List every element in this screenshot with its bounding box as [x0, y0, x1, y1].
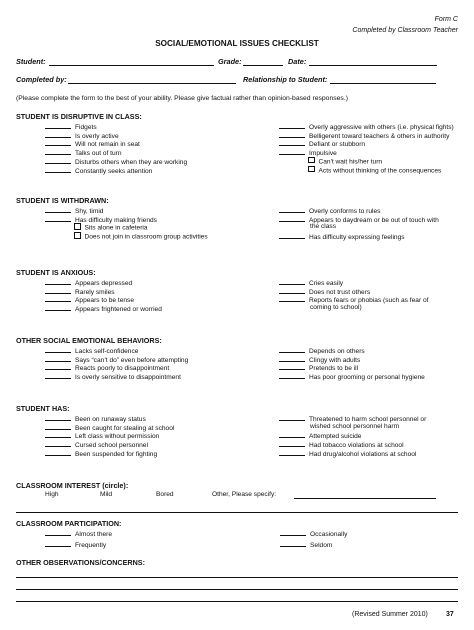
checklist-item-label: coming to school): [310, 304, 362, 312]
interest-other-field[interactable]: [294, 498, 436, 499]
checkbox-blank[interactable]: [45, 278, 71, 285]
checkbox-blank[interactable]: [45, 440, 71, 447]
checkbox-blank[interactable]: [279, 414, 305, 421]
checkbox-blank[interactable]: [279, 449, 305, 456]
checklist-item-label: wished school personnel harm: [310, 422, 400, 430]
checkbox-blank[interactable]: [279, 206, 305, 213]
interest-line[interactable]: [16, 512, 458, 513]
checklist-item-label: Has poor grooming or personal hygiene: [309, 374, 425, 382]
page-title: SOCIAL/EMOTIONAL ISSUES CHECKLIST: [155, 39, 319, 48]
checkbox-blank[interactable]: [45, 131, 71, 138]
checkbox-blank[interactable]: [45, 423, 71, 430]
checkbox-blank[interactable]: [45, 295, 71, 302]
checkbox-icon[interactable]: [74, 223, 81, 230]
checkbox-blank[interactable]: [45, 287, 71, 294]
checklist-item-label: Is overly sensitive to disappointment: [75, 374, 181, 382]
form-label: Form C: [434, 16, 458, 23]
checkbox-blank[interactable]: [279, 148, 305, 155]
checkbox-blank[interactable]: [279, 287, 305, 294]
participation-seldom: Seldom: [280, 540, 332, 551]
participation-almost-there: Almost there: [45, 529, 112, 540]
checkbox-blank[interactable]: [45, 529, 71, 536]
checklist-item-label: Fidgets: [75, 124, 97, 131]
checkbox-blank[interactable]: [279, 355, 305, 362]
checklist-item-label: Been caught for stealing at school: [75, 424, 175, 432]
checklist-item: [279, 304, 362, 313]
checklist-item-label: Does not trust others: [309, 288, 371, 296]
participation-title: CLASSROOM PARTICIPATION:: [16, 519, 122, 528]
checklist-item-label: Sits alone in cafeteria: [84, 224, 148, 232]
checkbox-blank[interactable]: [45, 346, 71, 353]
checklist-item-label: Reacts poorly to disappointment: [75, 365, 170, 373]
grade-label: Grade:: [218, 57, 242, 66]
checklist-item: [279, 423, 399, 432]
completed-by-label: Completed by:: [16, 75, 67, 84]
instructions: (Please complete the form to the best of your ability. Please give factual rather than opinion-based responses.): [16, 95, 348, 102]
checkbox-blank[interactable]: [279, 440, 305, 447]
checkbox-blank[interactable]: [279, 232, 305, 239]
checklist-item-label: Threatened to harm school personnel or: [309, 416, 427, 423]
checklist-item: [45, 372, 181, 383]
observations-line-2[interactable]: [16, 589, 458, 590]
checklist-item-label: Says “can’t do” even before attempting: [75, 356, 189, 364]
checkbox-blank[interactable]: [45, 166, 71, 173]
student-field[interactable]: [49, 65, 214, 66]
checkbox-blank[interactable]: [45, 540, 71, 547]
checklist-item-label: Impulsive: [309, 150, 337, 158]
date-field[interactable]: [309, 65, 437, 66]
checkbox-blank[interactable]: [279, 431, 305, 438]
checkbox-blank[interactable]: [45, 157, 71, 164]
interest-title: CLASSROOM INTEREST (circle):: [16, 481, 129, 490]
checklist-item-label: the class: [310, 223, 337, 231]
checklist-item-label: Will not remain in seat: [75, 141, 140, 149]
checklist-item: [279, 449, 416, 460]
checklist-item: [279, 223, 336, 232]
checkbox-blank[interactable]: [45, 449, 71, 456]
observations-title: OTHER OBSERVATIONS/CONCERNS:: [16, 558, 145, 567]
checkbox-blank[interactable]: [45, 122, 71, 129]
checklist-item-label: Shy, timid: [75, 208, 104, 215]
checklist-item-label: Appears to be tense: [75, 297, 135, 305]
observations-line-1[interactable]: [16, 577, 458, 578]
checkbox-blank[interactable]: [45, 148, 71, 155]
checkbox-blank[interactable]: [45, 414, 71, 421]
checkbox-blank[interactable]: [45, 215, 71, 222]
section-title: STUDENT IS DISRUPTIVE IN CLASS:: [16, 112, 142, 121]
checklist-item: [279, 166, 441, 176]
checklist-item-label: Has difficulty expressing feelings: [309, 234, 405, 242]
checkbox-blank[interactable]: [279, 131, 305, 138]
checklist-item-label: Rarely smiles: [75, 288, 115, 296]
participation-frequently: Frequently: [45, 540, 106, 551]
checklist-item-label: Reports fears or phobias (such as fear of: [309, 297, 429, 305]
date-label: Date:: [288, 57, 307, 66]
checklist-item-label: Can't wait his/her turn: [318, 158, 383, 166]
checkbox-blank[interactable]: [279, 372, 305, 379]
relationship-label: Relationship to Student:: [243, 75, 328, 84]
checklist-item-label: Lacks self-confidence: [75, 348, 139, 355]
section-title: STUDENT IS ANXIOUS:: [16, 268, 96, 277]
checklist-item-label: Talks out of turn: [75, 150, 122, 158]
checkbox-blank[interactable]: [280, 540, 306, 547]
checklist-item-label: Appears depressed: [75, 280, 133, 287]
checklist-item-label: Overly conforms to rules: [309, 208, 381, 215]
checkbox-icon[interactable]: [308, 157, 315, 164]
page-number: 37: [446, 611, 454, 618]
checklist-item-label: Depends on others: [309, 348, 365, 355]
checklist-item-label: Cries easily: [309, 280, 344, 287]
checklist-item-label: Left class without permission: [75, 433, 160, 441]
checklist-item-label: Overly aggressive with others (i.e. physical fights): [309, 124, 454, 131]
checklist-item-label: Acts without thinking of the consequences: [318, 167, 442, 174]
checklist-item: [279, 232, 405, 243]
checklist-item-label: Is overly active: [75, 132, 119, 140]
checklist-item: [279, 372, 425, 383]
interest-option-bored[interactable]: Bored: [156, 491, 174, 498]
checkbox-blank[interactable]: [279, 278, 305, 285]
checklist-item-label: Cursed school personnel: [75, 442, 148, 450]
relationship-field[interactable]: [330, 83, 436, 84]
checkbox-blank[interactable]: [45, 355, 71, 362]
checkbox-blank[interactable]: [280, 529, 306, 536]
checklist-item: [45, 232, 208, 242]
interest-option-other[interactable]: Other, Please specify:: [212, 491, 277, 498]
completed-by-field[interactable]: [68, 83, 236, 84]
checklist-item: [45, 166, 152, 177]
checklist-item-label: Has difficulty making friends: [75, 216, 157, 224]
interest-option-mild[interactable]: Mild: [100, 491, 113, 498]
section-title: STUDENT IS WITHDRAWN:: [16, 196, 109, 205]
completed-by-note: Completed by Classroom Teacher: [352, 27, 458, 34]
checklist-item-label: Appears to daydream or be out of touch with: [309, 216, 439, 224]
checklist-item: [45, 304, 162, 315]
section-title: STUDENT HAS:: [16, 404, 70, 413]
checkbox-blank[interactable]: [279, 346, 305, 353]
participation-occasionally: Occasionally: [280, 529, 347, 540]
revised-note: (Revised Summer 2010): [352, 611, 428, 618]
checklist-item-label: Been suspended for fighting: [75, 450, 158, 458]
checklist-item-label: Been on runaway status: [75, 416, 146, 423]
checkbox-icon[interactable]: [74, 232, 81, 239]
checklist-item-label: Had tobacco violations at school: [309, 442, 404, 450]
checkbox-blank[interactable]: [45, 363, 71, 370]
checkbox-blank[interactable]: [45, 206, 71, 213]
checklist-item-label: Does not join in classroom group activities: [84, 233, 208, 241]
checklist-item-label: Constantly seeks attention: [75, 167, 153, 175]
checkbox-blank[interactable]: [45, 304, 71, 311]
checklist-item-label: Had drug/alcohol violations at school: [309, 450, 417, 458]
checkbox-blank[interactable]: [45, 372, 71, 379]
checklist-item-label: Belligerent toward teachers & others in authority: [309, 132, 450, 140]
grade-field[interactable]: [243, 65, 283, 66]
checkbox-blank[interactable]: [279, 139, 305, 146]
section-title: OTHER SOCIAL EMOTIONAL BEHAVIORS:: [16, 336, 162, 345]
observations-line-3[interactable]: [16, 601, 458, 602]
checklist-item-label: Clingy with adults: [309, 356, 361, 364]
checkbox-blank[interactable]: [279, 215, 305, 222]
checklist-item-label: Appears frightened or worried: [75, 306, 162, 314]
checkbox-blank[interactable]: [279, 122, 305, 129]
checklist-item-label: Attempted suicide: [309, 433, 362, 441]
checkbox-blank[interactable]: [45, 139, 71, 146]
checklist-item-label: Disturbs others when they are working: [75, 158, 188, 166]
interest-option-high[interactable]: High: [45, 491, 59, 498]
checkbox-icon[interactable]: [308, 166, 315, 173]
student-label: Student:: [16, 57, 46, 66]
checklist-item-label: Defiant or stubborn: [309, 141, 366, 149]
checkbox-blank[interactable]: [279, 295, 305, 302]
checkbox-blank[interactable]: [45, 431, 71, 438]
checklist-item: [45, 449, 157, 460]
checkbox-blank[interactable]: [279, 363, 305, 370]
checklist-item-label: Pretends to be ill: [309, 365, 359, 373]
